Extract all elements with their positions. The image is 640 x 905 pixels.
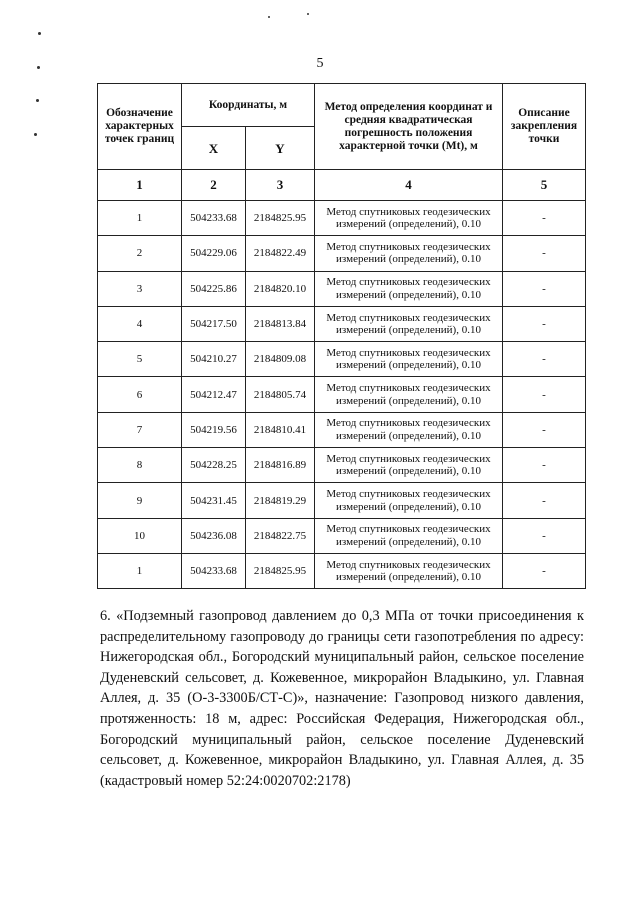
x-cell: 504233.68 [182, 201, 246, 236]
y-cell: 2184810.41 [246, 412, 315, 447]
y-cell: 2184825.95 [246, 201, 315, 236]
description-cell: - [503, 271, 586, 306]
coordinates-table [97, 83, 586, 589]
description-cell: - [503, 306, 586, 341]
scan-speck [34, 133, 37, 136]
y-cell: 2184820.10 [246, 271, 315, 306]
table-row [98, 306, 586, 341]
table-row [98, 483, 586, 518]
scan-speck [268, 16, 270, 18]
method-cell: Метод спутниковых геодезических измерений (определений), 0.10 [315, 483, 503, 518]
x-cell: 504233.68 [182, 553, 246, 588]
table-row [98, 448, 586, 483]
description-cell: - [503, 448, 586, 483]
method-cell: Метод спутниковых геодезических измерений (определений), 0.10 [315, 553, 503, 588]
method-cell: Метод спутниковых геодезических измерений (определений), 0.10 [315, 271, 503, 306]
table-row [98, 342, 586, 377]
header-coordinates: Координаты, м [182, 84, 315, 127]
object-description-paragraph: 6. «Подземный газопровод давлением до 0,3 МПа от точки присоединения к распределительному газопроводу до границы сети газопотребления по адресу: Нижегородская обл., Богородский муниципальный район, сельское поселение Дуденевский сельсовет, д. Кожевенное, микрорайон Владыкино, ул. Главная Аллея, д. 35 (О-3-3300Б/СТ-С)», назначение: Газопровод низкого давления, протяженность: 18 м, адрес: Российская Федерация, Нижегородская обл., Богородский муниципальный район, сельское поселение Дуденевский сельсовет, д. Кожевенное, микрорайон Владыкино, ул. Главная Аллея, д. 35 (кадастровый номер 52:24:0020702:2178) [100, 608, 584, 789]
x-cell: 504219.56 [182, 412, 246, 447]
table-row [98, 201, 586, 236]
description-cell: - [503, 553, 586, 588]
column-number: 2 [182, 170, 246, 201]
table-row [98, 412, 586, 447]
method-cell: Метод спутниковых геодезических измерений (определений), 0.10 [315, 236, 503, 271]
column-number: 3 [246, 170, 315, 201]
y-cell: 2184825.95 [246, 553, 315, 588]
x-cell: 504236.08 [182, 518, 246, 553]
y-cell: 2184816.89 [246, 448, 315, 483]
point-cell: 4 [98, 306, 182, 341]
y-cell: 2184822.49 [246, 236, 315, 271]
y-cell: 2184809.08 [246, 342, 315, 377]
table-row [98, 553, 586, 588]
header-y: Y [246, 127, 315, 170]
y-cell: 2184805.74 [246, 377, 315, 412]
y-cell: 2184813.84 [246, 306, 315, 341]
table-row [98, 236, 586, 271]
point-cell: 1 [98, 553, 182, 588]
table-row [98, 377, 586, 412]
point-cell: 8 [98, 448, 182, 483]
method-cell: Метод спутниковых геодезических измерений (определений), 0.10 [315, 342, 503, 377]
y-cell: 2184819.29 [246, 483, 315, 518]
description-cell: - [503, 201, 586, 236]
point-cell: 10 [98, 518, 182, 553]
point-cell: 7 [98, 412, 182, 447]
x-cell: 504225.86 [182, 271, 246, 306]
description-cell: - [503, 483, 586, 518]
method-cell: Метод спутниковых геодезических измерений (определений), 0.10 [315, 412, 503, 447]
column-number: 4 [315, 170, 503, 201]
scan-speck [36, 99, 39, 102]
description-cell: - [503, 377, 586, 412]
description-cell: - [503, 236, 586, 271]
header-designation: Обозначение характерных точек границ [98, 84, 182, 170]
scan-speck [307, 13, 309, 15]
point-cell: 1 [98, 201, 182, 236]
header-method: Метод определения координат и средняя квадратическая погрешность положения характерной точки (Mt), м [315, 84, 503, 170]
point-cell: 2 [98, 236, 182, 271]
page-number: 5 [316, 56, 324, 71]
method-cell: Метод спутниковых геодезических измерений (определений), 0.10 [315, 377, 503, 412]
description-cell: - [503, 342, 586, 377]
point-cell: 6 [98, 377, 182, 412]
table-row [98, 518, 586, 553]
point-cell: 5 [98, 342, 182, 377]
table-row [98, 271, 586, 306]
method-cell: Метод спутниковых геодезических измерений (определений), 0.10 [315, 201, 503, 236]
header-x: X [182, 127, 246, 170]
column-number: 5 [503, 170, 586, 201]
header-description: Описание закрепления точки [503, 84, 586, 170]
method-cell: Метод спутниковых геодезических измерений (определений), 0.10 [315, 306, 503, 341]
x-cell: 504212.47 [182, 377, 246, 412]
x-cell: 504217.50 [182, 306, 246, 341]
scan-speck [38, 32, 41, 35]
x-cell: 504228.25 [182, 448, 246, 483]
description-cell: - [503, 518, 586, 553]
description-cell: - [503, 412, 586, 447]
x-cell: 504231.45 [182, 483, 246, 518]
x-cell: 504210.27 [182, 342, 246, 377]
method-cell: Метод спутниковых геодезических измерений (определений), 0.10 [315, 448, 503, 483]
column-number: 1 [98, 170, 182, 201]
point-cell: 9 [98, 483, 182, 518]
point-cell: 3 [98, 271, 182, 306]
y-cell: 2184822.75 [246, 518, 315, 553]
method-cell: Метод спутниковых геодезических измерений (определений), 0.10 [315, 518, 503, 553]
x-cell: 504229.06 [182, 236, 246, 271]
